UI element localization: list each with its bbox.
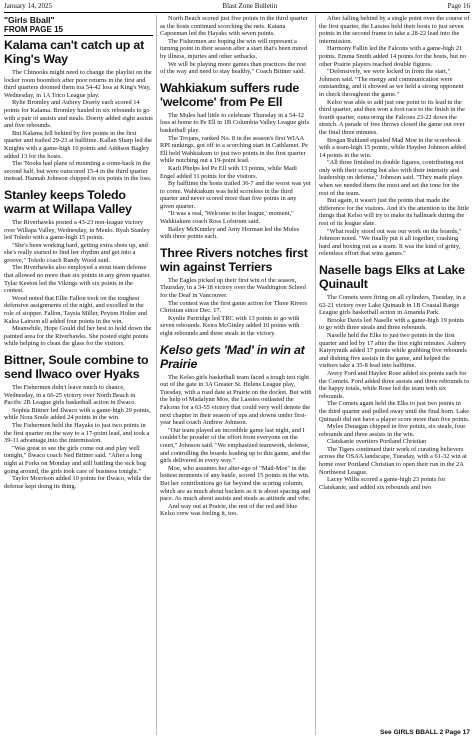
paragraph: Mylee Dunagan chipped in five points, six steals, four rebounds and three assists in the win. bbox=[319, 423, 466, 438]
paragraph: "It was a real, 'Welcome to the league,' moment," Wahkiakum coach Ross Lofstrum said. bbox=[160, 210, 294, 226]
paragraph: The Kelso girls basketball team faced a tough test right out of the gate in 3A Greater St. Helens League play, Tuesday, with a road date at Prairie on the docket. But with the help of Madalynn Moe, the Lassies outlasted the Falcons for a 63-55 victory that could very well denote the next chapter in their season of ups and downs under first-year head coach Andrew Johnson. bbox=[160, 373, 312, 427]
paragraph: Harmony Fallin led the Falcons with a game-high 21 points. Emma Smith added 14 points for the hosts, but no other Prairie players reached double figures. bbox=[319, 45, 466, 68]
paragraph: "Was great to see the girls come out and play well tonight," Ilwaco coach Ned Bittner said. "After a long night at Forks on Monday and still battling the sick bug going around, the girls took care of business tonight." bbox=[4, 444, 147, 475]
paragraph: We will be playing more games than practices the rest of the way and need to stay healthy," Coach Bittner said. bbox=[160, 60, 307, 76]
paragraph: The Chinooks might need to change the playlist on the locker room boombox after poor returns in the first and third quarters doomed them toa 54-42 loss at King's Way, Wednesday, in 1A Trico League play. bbox=[4, 69, 152, 99]
paragraph: The Fishermen held the Hayaks to just two points in the first quarter on the way to a 17-point lead, and took a 39-11 advantage into the intermission. bbox=[4, 421, 150, 445]
paragraph: The Comets again held the Elks to just two points in the third quarter and pulled away until the final horn. Lake Quinault did not have a player score more than five points. bbox=[319, 400, 470, 423]
paragraph: Naselle held the Elks to just two points in the first quarter and led by 17 after the first eight minutes. Aubrey Katyrynuik added 17 points while grabbing five rebounds and dishing five assists in the game, and helped the visitors take a 35-8 lead into halftime. bbox=[319, 331, 467, 370]
paragraph: Kynlie Partridge led TRC with 13 points to go with seven rebounds. Keira McGinley added 10 points with eight rebounds and three steals in the victory. bbox=[160, 314, 300, 337]
column-divider bbox=[315, 15, 316, 735]
paragraph: The Eagles picked up their first win of the season, Thursday, in a 34-18 victory over the Washington School for the Deaf in Vancouver. bbox=[160, 276, 307, 300]
paragraph: But Kalama fell behind by five points in the first quarter and trailed 29-23 at halftime. Kallan Sharp led the Knights with a game-high 16 points and Addison Bagley added 13 for the hosts. bbox=[4, 129, 152, 160]
headline-ilwaco: Bittner, Soule combine to send Ilwaco over Hyaks bbox=[4, 353, 149, 381]
paragraph: The Tigers continued their work of curating believers across the OSAA landscape, Tuesday, with a 61-32 win at home over Portland Christian to open their run in the 2A Northwest League. bbox=[319, 445, 467, 476]
paragraph: The contest was the first game action for Three Rivers Christian since Dec. 17. bbox=[160, 299, 307, 315]
paragraph: The Comets were firing on all cylinders, Tuesday, in a 62-21 victory over Lake Quinault in 1B Coastal Range League girls basketball action in Amanda Park. bbox=[319, 294, 466, 317]
paragraph: North Beach scored just five points in the third quarter as the hosts continued scorching the nets. Katana Capoeman led the Hayaks with seven points. bbox=[160, 15, 308, 38]
paragraph: "What really stood out was our work on the boards," Johnson noted. "We finally put it all together, crashing hard and boxing out as a team. It was the kind of gritty, relentless effort that wins games." bbox=[319, 227, 462, 258]
paragraph: But again, it wasn't just the points that made the difference for the visitors. And it's the attention to the little things that Kelso will try to make its hallmark during the rest of its league slate. bbox=[319, 197, 469, 228]
paragraph: And way out at Prairie, the rest of the red and blue Kelso crew was feeling it, too. bbox=[160, 502, 298, 518]
paragraph: Avery Ford and Haylee Rose added six points each for the Comets. Ford added three assists and three rebounds to the happy totals, while Rose led the team with six rebounds. bbox=[319, 369, 470, 400]
headline-kelso: Kelso gets 'Mad' in win at Prairie bbox=[160, 342, 305, 371]
section-kicker: "Girls Bball" bbox=[4, 15, 55, 25]
jump-line[interactable]: See GIRLS BBALL 2 Page 17 bbox=[379, 729, 470, 736]
paragraph: Lacey Willis scored a game-high 23 points for Clatskanie, and added six rebounds and two bbox=[319, 476, 446, 491]
page-number: Page 16 bbox=[447, 2, 470, 10]
paragraph: By halftime the hosts trailed 36-7 and the worst was yet to come. Wahkiakum was held scoreless in the third quarter and never scored more than five points in any given quarter. bbox=[160, 180, 311, 210]
paragraph: Rylie Bromley and Aubrey Doerty each scored 14 points for Kalama. Bromley hauled in six rebounds to go with a pair of assists and steals. Doerty added eight assists and five rebounds. bbox=[4, 99, 153, 130]
column-3 bbox=[319, 15, 470, 491]
paragraph: Brooke Davis led Naselle with a game-high 19 points to go with three steals and three rebounds. bbox=[319, 316, 465, 332]
headline-toledo: Stanley keeps Toledo warm at Willapa Valley bbox=[4, 187, 132, 216]
headline-naselle: Naselle bags Elks at Lake Quinault bbox=[319, 263, 465, 291]
headline-three-rivers: Three Rivers notches first win against Terriers bbox=[160, 245, 308, 274]
paragraph: After falling behind by a single point over the course of the first quarter, the Lassies held their hosts to just seven points in the second frame to take a 28-22 lead into the intermission. bbox=[319, 15, 470, 45]
column-2 bbox=[160, 15, 312, 518]
paragraph: Wood noted that Ellie Fallon took on the toughest defensive assignments of the night, and excelled in the role of stopper. Fallon, Taysia Miller, Peyton Holter and Kalea Lairson all added four points in the win. bbox=[4, 294, 148, 325]
paragraph: Moe, who assumes her alter-ego of "Mad-Moe" in the hottest moments of any battle, scored 15 points in the win. But her contributions go far beyond the scoring column, which are as much about buckets as it is about spacing and pace. As much about assists and steals as attitude and vibe. bbox=[160, 464, 311, 503]
paragraph: Taylor Morrison added 10 points for Ilwaco, while the defense kept doing its thing. bbox=[4, 475, 151, 490]
publication-name: Blast Zone Bulletin bbox=[222, 2, 278, 10]
paragraph: Clatskanie overtiers Portland Christian bbox=[327, 438, 427, 446]
paragraph: The Trojans, ranked No. 8 in the season's first WIAA RPI rankings, got off to a scorching start in Cathlamet. Pe Ell held Wahkiakum to just two points in the first quarter while notching out a 19-point lead. bbox=[160, 134, 308, 165]
page-header bbox=[4, 0, 470, 13]
paragraph: The Riverhawks also employed a stout team defense that allowed no more than six points in any given quarter. Tylar Keeton led the Vikings with six points in the contest. bbox=[4, 264, 152, 295]
paragraph: "Defensively, we were locked in from the start," Johnson said. "The energy and communication were outstanding, and it showed as we held a strong opponent in check throughout the game." bbox=[319, 68, 464, 98]
paragraph: The 'Nooks had plans of mounting a come-back in the second half, but were outscored 15-4 in the third quarter instead. Hannah Johnson chipped in six points in the loss. bbox=[4, 160, 152, 183]
paragraph: Bregan Ruhland equaled Mad Moe in the scorebook with a team-high 15 points, while Hayden Johnson added 14 points in the win. bbox=[319, 136, 466, 159]
continued-from: FROM PAGE 15 bbox=[4, 25, 153, 36]
paragraph: Meanwhile, Hope Gould did her best to hold down the painted area for the Riverhawks. She posted eight points while helping to clean the glass for the visitors. bbox=[4, 325, 152, 348]
column-divider bbox=[156, 15, 157, 735]
issue-date: January 14, 2025 bbox=[4, 2, 53, 10]
paragraph: "She's been working hard, getting extra shots up, and she's really started to find her rhythm and get into a groove," Toledo coach Randy Wood said. bbox=[4, 241, 148, 264]
paragraph: Kelso was able to add just one point to its lead in the third quarter, and then won a foot race to the finish in the fourth quarter, outscoring the Falcons 23-22 down the stretch. A parade of free throws closed the game out over the final three minutes. bbox=[319, 98, 465, 136]
headline-wahkiakum: Wahkiakum suffers rude 'welcome' from Pe Ell bbox=[160, 80, 300, 109]
paragraph: "Our team played an incredible game last night, and I couldn't be prouder of the effort from everyone on the court," Johnson said. "We emphasized teamwork, defense, and controlling the boards leading up to this game, and the girls delivered in every way." bbox=[160, 426, 310, 465]
paragraph: The Riverhawks posted a 43-23 non-league victory over Willapa Valley, Wednesday, in Menlo. Ryah Stanley led Toledo with a game-high 15 points. bbox=[4, 218, 150, 242]
paragraph: The Fishermen didn't leave much to chance, Wednesday, in a 66-25 victory over North Beach in Pacific 2B League girls basketball action in Ilwaco. bbox=[4, 384, 137, 407]
paragraph: Bailey McKinnley and Amy Horman led the Mules with three points each. bbox=[160, 225, 300, 241]
paragraph: Karli Phelps led Pe Ell with 13 points, while Madi Engel added 11 points for the visitors. bbox=[160, 164, 297, 180]
headline-kalama: Kalama can't catch up at King's Way bbox=[4, 38, 144, 66]
paragraph: "All three finished in double figures, contributing not only with their scoring but also with their intensity and leadership on defense," Johnson said. "They made plays when we needed them the most and set the tone for the rest of the team. bbox=[319, 159, 464, 197]
paragraph: The Mules had little to celebrate Thursday in a 54-12 loss at home to Pe Ell in 1B Columbia Valley League girls basketball play. bbox=[160, 111, 310, 134]
column-1 bbox=[4, 15, 153, 490]
paragraph: The Fishermen are hoping the win will represent a turning point in their season after a start that's been mired by illness, injuries and other setbacks. bbox=[160, 37, 308, 60]
paragraph: Sophia Bittner led Ilwaco with a game-high 29 points, while Nora Soule added 24 points in the win. bbox=[4, 406, 151, 422]
